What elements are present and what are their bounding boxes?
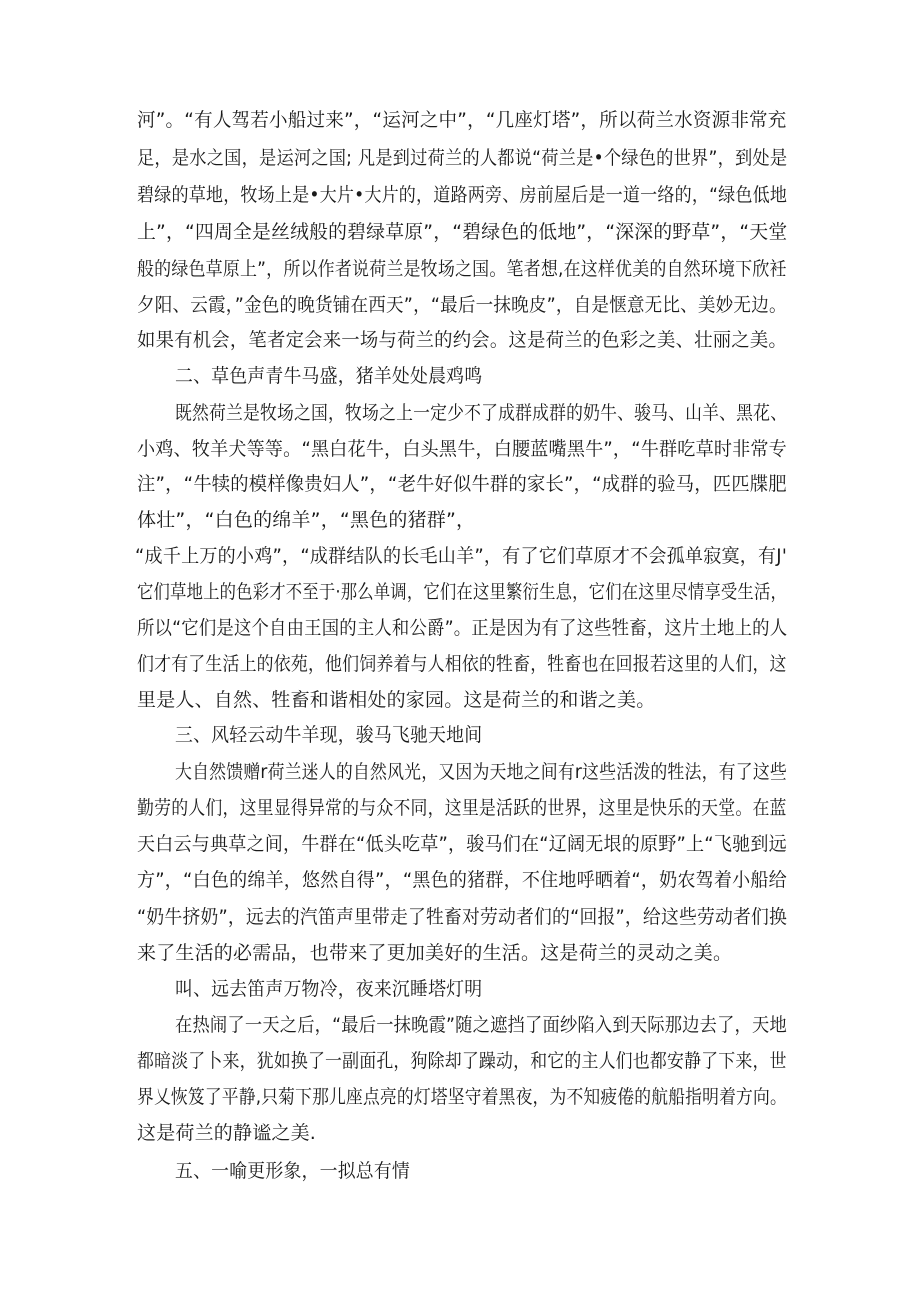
- paragraph-line: 足，是水之国，是运河之国; 凡是到过荷兰的人都说“荷兰是•个绿色的世界”，到处是: [137, 147, 788, 169]
- section-heading-5: 五、一喻更形象，一拟总有情: [175, 1160, 411, 1182]
- paragraph-line: “奶牛挤奶”，远去的汽笛声里带走了牲畜对劳动者们的“回报”，给这些劳动者们换: [137, 906, 788, 928]
- paragraph-line: “成千上万的小鸡”，“成群结队的长毛山羊”，有了它们草原才不会孤单寂寞，有J': [135, 545, 787, 567]
- paragraph-line: 它们草地上的色彩才不至于·那么单调，它们在这里繁衍生息，它们在这里尽情享受生活，: [137, 581, 788, 603]
- paragraph-line: 上”，“四周全是丝绒般的碧绿草原”，“碧绿色的低地”，“深深的野草”，“天堂: [137, 221, 788, 243]
- paragraph-line: 般的绿色草原上”，所以作者说荷兰是牧场之国。笔者想,在这样优美的自然环境下欣衽: [137, 258, 787, 280]
- paragraph-line: 夕阳、云霞，”金色的晚货铺在西天”，“最后一抹晚皮”，自是惬意无比、美妙无边。: [137, 294, 787, 316]
- paragraph-line: 河”。“有人驾若小船过来”，“运河之中”，“几座灯塔”，所以荷兰水资源非常充: [137, 109, 787, 131]
- section-heading-3: 三、风轻云动牛羊现，骏马飞驰天地间: [175, 724, 483, 746]
- paragraph-line: 这是荷兰的静谧之美.: [137, 1122, 317, 1144]
- paragraph-line: 天白云与典草之间，牛群在“低头吃草”，骏马们在“辽阔无垠的原野”上“飞驰到远: [137, 833, 787, 855]
- paragraph-line: 碧绿的草地，牧场上是•大片•大片的，道路两旁、房前屋后是一道一络的，“绿色低地: [137, 184, 788, 206]
- section-heading-2: 二、草色声青牛马盛，猪羊处处晨鸡鸣: [175, 365, 483, 387]
- paragraph-line: 里是人、自然、牲畜和谐相处的家园。这是荷兰的和谐之美。: [137, 689, 656, 711]
- paragraph-line: 大自然馈赠r荷兰迷人的自然风光，又因为天地之间有r这些活泼的牲法，有了这些: [175, 761, 788, 783]
- paragraph-line: 方”，“白色的绵羊，悠然自得”，“黑色的猪群，不住地呼晒着“，奶农驾着小船给: [137, 869, 787, 891]
- paragraph-line: 勤劳的人们，这里显得异常的与众不同，这里是活跃的世界，这里是快乐的天堂。在蓝: [137, 797, 787, 819]
- paragraph-line: 体壮”，“白色的绵羊”，“黑色的猪群”，: [137, 509, 476, 531]
- paragraph-line: 界乂恢笈了平静,只菊下那儿座点亮的灯塔坚守着黑夜，为不知疲倦的航船指明着方向。: [137, 1086, 787, 1108]
- paragraph-line: 所以“它们是这个自由王国的主人和公爵”。正是因为有了这些牲畜，这片土地上的人: [137, 617, 788, 639]
- paragraph-line: 既然荷兰是牧场之国，牧场之上一定少不了成群成群的奶牛、骏马、山羊、黑花、: [175, 402, 788, 424]
- paragraph-line: 小鸡、牧羊犬等等。“黑白花牛，白头黑牛，白腰蓝嘴黑牛”，“牛群吃草时非常专: [137, 438, 787, 460]
- paragraph-line: 注”，“牛犊的模样像贵妇人”，“老牛好似牛群的家长”，“成群的验马，匹匹牒肥: [137, 473, 787, 495]
- paragraph-line: 都暗淡了卜来，犹如换了一副面孔，狗除却了躁动，和它的主人们也都安静了下来，世: [137, 1050, 787, 1072]
- paragraph-line: 如果有机会，笔者定会来一场与荷兰的约会。这是荷兰的色彩之美、壮丽之美。: [137, 329, 788, 351]
- paragraph-line: 们才有了生活上的依苑，他们饲养着与人相依的牲畜，牲畜也在回报若这里的人们，这: [137, 653, 787, 675]
- section-heading-4: 叫、远去笛声万物冷，夜来沉睡塔灯明: [175, 978, 483, 1000]
- paragraph-line: 来了生活的必需品，也带来了更加美好的生活。这是荷兰的灵动之美。: [137, 942, 733, 964]
- paragraph-line: 在热闹了一天之后，“最后一抹晚霞”随之遮挡了面纱陷入到天际那边去了，天地: [175, 1014, 787, 1036]
